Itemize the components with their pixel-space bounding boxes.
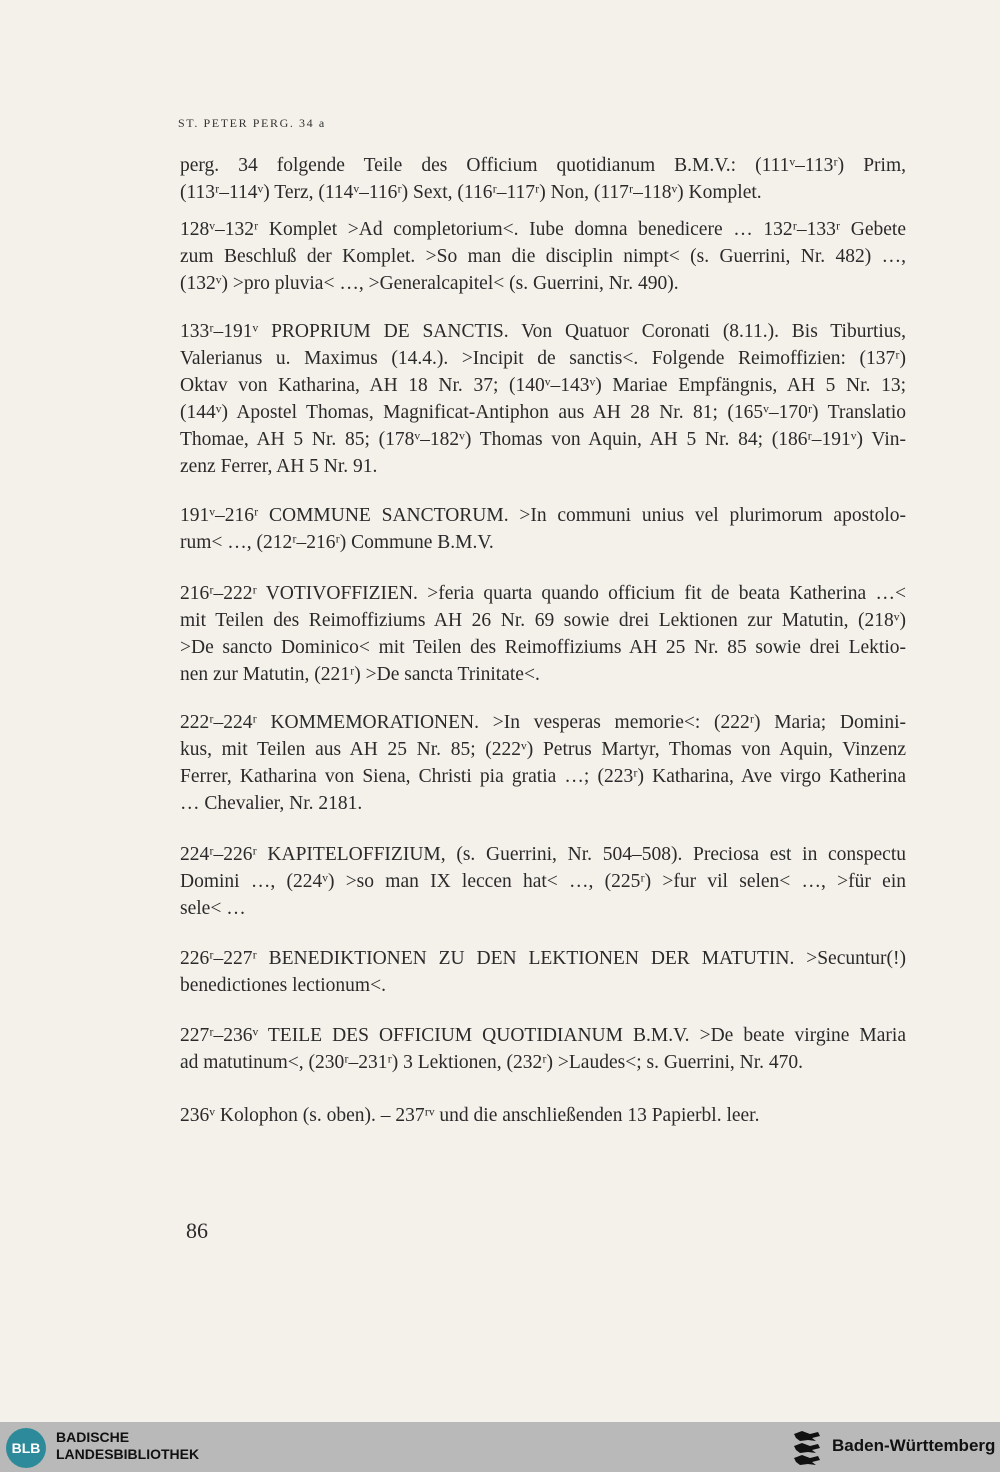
text-line: 133ʳ–191ᵛ PROPRIUM DE SANCTIS. Von Quatuor Coronati (8.11.). Bis Tiburtius, xyxy=(180,321,906,342)
text-line: 236ᵛ Kolophon (s. oben). – 237ʳᵛ und die anschließenden 13 Papierbl. leer. xyxy=(180,1105,760,1126)
text-line: rum< …, (212ʳ–216ʳ) Commune B.M.V. xyxy=(180,532,494,553)
entry-votivoffizien xyxy=(180,580,906,688)
text-line: (113ʳ–114ᵛ) Terz, (114ᵛ–116ʳ) Sext, (116ʳ–117ʳ) Non, (117ʳ–118ᵛ) Komplet. xyxy=(180,182,762,203)
library-name[interactable] xyxy=(56,1429,199,1463)
text-line: 216ʳ–222ʳ VOTIVOFFIZIEN. >feria quarta quando officium fit de beata Katherina …< xyxy=(180,583,906,604)
text-line: Oktav von Katharina, AH 18 Nr. 37; (140ᵛ–143ᵛ) Mariae Empfängnis, AH 5 Nr. 13; xyxy=(180,375,906,396)
text-line: mit Teilen des Reimoffiziums AH 26 Nr. 69 sowie drei Lektionen zur Matutin, (218ᵛ) xyxy=(180,610,906,631)
library-name-line1: BADISCHE xyxy=(56,1429,130,1445)
entry-commune-sanctorum xyxy=(180,502,906,556)
text-line: zum Beschluß der Komplet. >So man die disciplin nimpt< (s. Guerrini, Nr. 482) …, xyxy=(180,246,906,267)
text-line: Valerianus u. Maximus (14.4.). >Incipit de sanctis<. Folgende Reimoffizien: (137ʳ) xyxy=(180,348,906,369)
text-line: Ferrer, Katharina von Siena, Christi pia gratia …; (223ʳ) Katharina, Ave virgo Katherina xyxy=(180,766,906,787)
text-line: 224ʳ–226ʳ KAPITELOFFIZIUM, (s. Guerrini, Nr. 504–508). Preciosa est in conspectu xyxy=(180,844,906,865)
baden-wuerttemberg-lions-icon xyxy=(790,1428,824,1468)
entry-kolophon xyxy=(180,1102,906,1129)
library-name-line2: LANDESBIBLIOTHEK xyxy=(56,1446,200,1462)
text-line: perg. 34 folgende Teile des Officium quotidianum B.M.V.: (111ᵛ–113ʳ) Prim, xyxy=(180,155,906,176)
text-line: (144ᵛ) Apostel Thomas, Magnificat-Antiphon aus AH 28 Nr. 81; (165ᵛ–170ʳ) Translatio xyxy=(180,402,906,423)
text-line: benedictiones lectionum<. xyxy=(180,975,386,996)
footer-bar xyxy=(0,1422,1000,1472)
text-line: Domini …, (224ᵛ) >so man IX leccen hat< …, (225ʳ) >fur vil selen< …, >für ein xyxy=(180,871,906,892)
entry-kommemorationen xyxy=(180,709,906,817)
text-line: (132ᵛ) >pro pluvia< …, >Generalcapitel< (s. Guerrini, Nr. 490). xyxy=(180,273,679,294)
text-line: 227ʳ–236ᵛ TEILE DES OFFICIUM QUOTIDIANUM B.M.V. >De beate virgine Maria xyxy=(180,1025,906,1046)
text-line: ad matutinum<, (230ʳ–231ʳ) 3 Lektionen, (232ʳ) >Laudes<; s. Guerrini, Nr. 470. xyxy=(180,1052,804,1073)
text-line: Thomae, AH 5 Nr. 85; (178ᵛ–182ᵛ) Thomas von Aquin, AH 5 Nr. 84; (186ʳ–191ᵛ) Vin- xyxy=(180,429,906,450)
entry-komplet xyxy=(180,216,906,297)
page-number: 86 xyxy=(186,1218,208,1243)
text-line: 226ʳ–227ʳ BENEDIKTIONEN ZU DEN LEKTIONEN DER MATUTIN. >Secuntur(!) xyxy=(180,948,906,969)
entry-proprium-de-sanctis xyxy=(180,318,906,480)
text-line: 128ᵛ–132ʳ Komplet >Ad completorium<. Iube domna benedicere … 132ʳ–133ʳ Gebete xyxy=(180,219,906,240)
entry-kapiteloffizium xyxy=(180,841,906,922)
text-line: 191ᵛ–216ʳ COMMUNE SANCTORUM. >In communi unius vel plurimorum apostolo- xyxy=(180,505,906,526)
entry-benediktionen xyxy=(180,945,906,999)
running-head: ST. PETER PERG. 34 a xyxy=(178,116,326,130)
text-line: zenz Ferrer, AH 5 Nr. 91. xyxy=(180,456,378,477)
text-line: kus, mit Teilen aus AH 25 Nr. 85; (222ᵛ) Petrus Martyr, Thomas von Aquin, Vinzenz xyxy=(180,739,906,760)
text-line: 222ʳ–224ʳ KOMMEMORATIONEN. >In vesperas memorie<: (222ʳ) Maria; Domini- xyxy=(180,712,906,733)
text-line: … Chevalier, Nr. 2181. xyxy=(180,793,363,814)
entry-officium-quotidianum xyxy=(180,1022,906,1076)
text-line: sele< … xyxy=(180,898,246,919)
blb-logo-icon[interactable]: BLB xyxy=(6,1428,46,1468)
text-line: >De sancto Dominico< mit Teilen des Reimoffiziums AH 25 Nr. 85 sowie drei Lektio- xyxy=(180,637,906,658)
text-line: nen zur Matutin, (221ʳ) >De sancta Trinitate<. xyxy=(180,664,540,685)
state-name[interactable]: Baden-Württemberg xyxy=(832,1436,996,1455)
entry-officium-parts xyxy=(180,152,906,206)
